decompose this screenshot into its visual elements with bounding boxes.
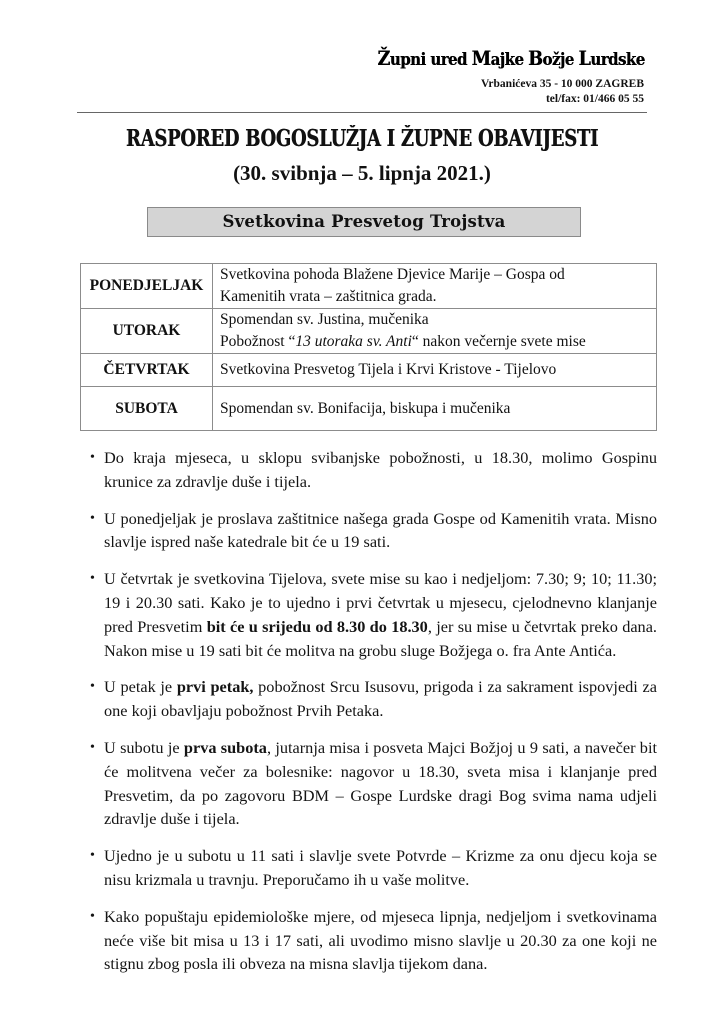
notice-item — [90, 844, 657, 892]
parish-name-part: Ž — [377, 46, 391, 70]
notice-item — [90, 736, 657, 831]
text-run: U petak je — [104, 677, 177, 697]
schedule-row — [81, 264, 657, 309]
parish-name-part: B — [528, 46, 543, 70]
text-run: Do kraja mjeseca, u sklopu svibanjske pobožnosti, u 18.30, molimo Gospinu krunice za zdravlje duše i tijela. — [104, 448, 657, 491]
italic-text: 13 utoraka sv. Anti — [295, 333, 412, 350]
text-run: U ponedjeljak je proslava zaštitnice našega grada Gospe od Kamenitih vrata. Misno slavlje ispred naše katedrale bit će u 19 sati. — [104, 508, 657, 552]
schedule-description — [213, 264, 657, 309]
bullet-icon: • — [90, 571, 95, 587]
bold-text: bit će u srijedu od 8.30 do 18.30 — [206, 616, 428, 636]
bullet-icon: • — [90, 908, 95, 924]
weekly-schedule-table — [80, 263, 657, 431]
notice-item — [90, 905, 657, 976]
feast-banner — [147, 207, 581, 237]
text-run: U četvrtak je svetkovina Tijelova, svete mise su kao i nedjeljom: 7.30; 9; 10; 11.30; 19 i 20.30 sati. Kako je to ujedno i prvi četvrtak u mjesecu, cjelodnevno klanjanje pred Presvetim — [104, 569, 657, 636]
bold-text: prva subota — [183, 737, 267, 757]
parish-phone: tel/fax: 01/466 05 55 — [545, 93, 644, 105]
schedule-row — [81, 387, 657, 431]
schedule-row — [81, 309, 657, 354]
text-run: Spomendan sv. Justina, mučenika — [220, 311, 429, 328]
text-run: U subotu je — [104, 737, 184, 757]
text-run: Kamenitih vrata – zaštitnica grada. — [220, 288, 437, 305]
parish-name — [378, 46, 645, 70]
parish-name-part: ajke — [490, 50, 529, 70]
schedule-description-line — [220, 309, 649, 331]
text-run: Kako popuštaju epidemiološke mjere, od mjeseca lipnja, nedjeljom i svetkovinama neće više bit misa u 13 i 17 sati, ali uvodimo misno slavlje u 20.30 za one koji ne stignu zbog posla ili obveza na misna slavlja tijekom dana. — [104, 906, 657, 974]
parish-name-part: M — [471, 46, 491, 70]
text-run: , jer su mise u četvrtak preko dana. Nakon mise u 19 sati bit će molitva na grobu sluge Božjega o. fra Ante Antića. — [104, 616, 657, 660]
text-run: , jutarnja misa i posveta Majci Božjoj u 9 sati, a navečer bit će molitvena večer za bolesnike: nagovor u 18.30, sveta misa i klanjanje pred Presvetim, da po zagovoru BDM – Gospe Lurdske dragi Bog svima nama udjeli zdravlje duše i tijela. — [104, 737, 657, 829]
parish-name-part: upni ured — [390, 50, 472, 70]
bullet-icon: • — [90, 450, 95, 465]
schedule-description-line — [220, 359, 649, 381]
notices-list — [90, 446, 657, 989]
header-divider — [77, 112, 647, 113]
schedule-description — [213, 354, 657, 387]
schedule-day: SUBOTA — [81, 387, 213, 431]
schedule-description — [213, 387, 657, 431]
schedule-description-line — [220, 286, 649, 308]
bullet-icon: • — [90, 679, 95, 695]
date-range: (30. svibnja – 5. lipnja 2021.) — [233, 161, 491, 185]
text-run: Svetkovina pohoda Blažene Djevice Marije – Gospa od — [220, 266, 565, 283]
schedule-description-line — [220, 264, 649, 286]
text-run: Pobožnost “ — [220, 333, 296, 350]
bullet-icon: • — [90, 848, 95, 864]
text-run: pobožnost Srcu Isusovu, prigoda i za sakrament ispovjedi za one koji obavljaju pobožnost Prvih Petaka. — [104, 677, 657, 721]
bold-text: prvi petak, — [176, 677, 254, 697]
text-run: Ujedno je u subotu u 11 sati i slavlje svete Potvrde – Krizme za onu djecu koja se nisu krizmala u travnju. Preporučamo ih u vaše molitve. — [104, 846, 657, 889]
schedule-description-line — [220, 331, 649, 353]
schedule-day: ČETVRTAK — [81, 354, 213, 387]
schedule-description — [213, 309, 657, 354]
parish-name-part: ožje — [542, 50, 579, 70]
notice-item — [90, 675, 657, 723]
text-run: Svetkovina Presvetog Tijela i Krvi Kristove - Tijelovo — [220, 361, 557, 378]
schedule-row — [81, 354, 657, 387]
parish-address: Vrbanićeva 35 - 10 000 ZAGREB — [480, 78, 644, 90]
parish-name-part: urdske — [590, 50, 645, 70]
bullet-icon: • — [90, 739, 95, 755]
text-run: Spomendan sv. Bonifacija, biskupa i mučenika — [220, 399, 511, 417]
schedule-day: PONEDJELJAK — [81, 264, 213, 309]
schedule-day: UTORAK — [81, 309, 213, 354]
feast-title: Svetkovina Presvetog Trojstva — [222, 212, 506, 231]
parish-name-part: L — [578, 46, 591, 70]
notice-item — [90, 567, 657, 662]
schedule-description-line — [220, 398, 649, 420]
notice-item — [90, 446, 657, 494]
bullet-icon: • — [90, 510, 95, 526]
notice-item — [90, 507, 657, 555]
page-title: RASPORED BOGOSLUŽJA I ŽUPNE OBAVIJESTI — [125, 125, 599, 152]
text-run: “ nakon večernje svete mise — [411, 333, 586, 350]
